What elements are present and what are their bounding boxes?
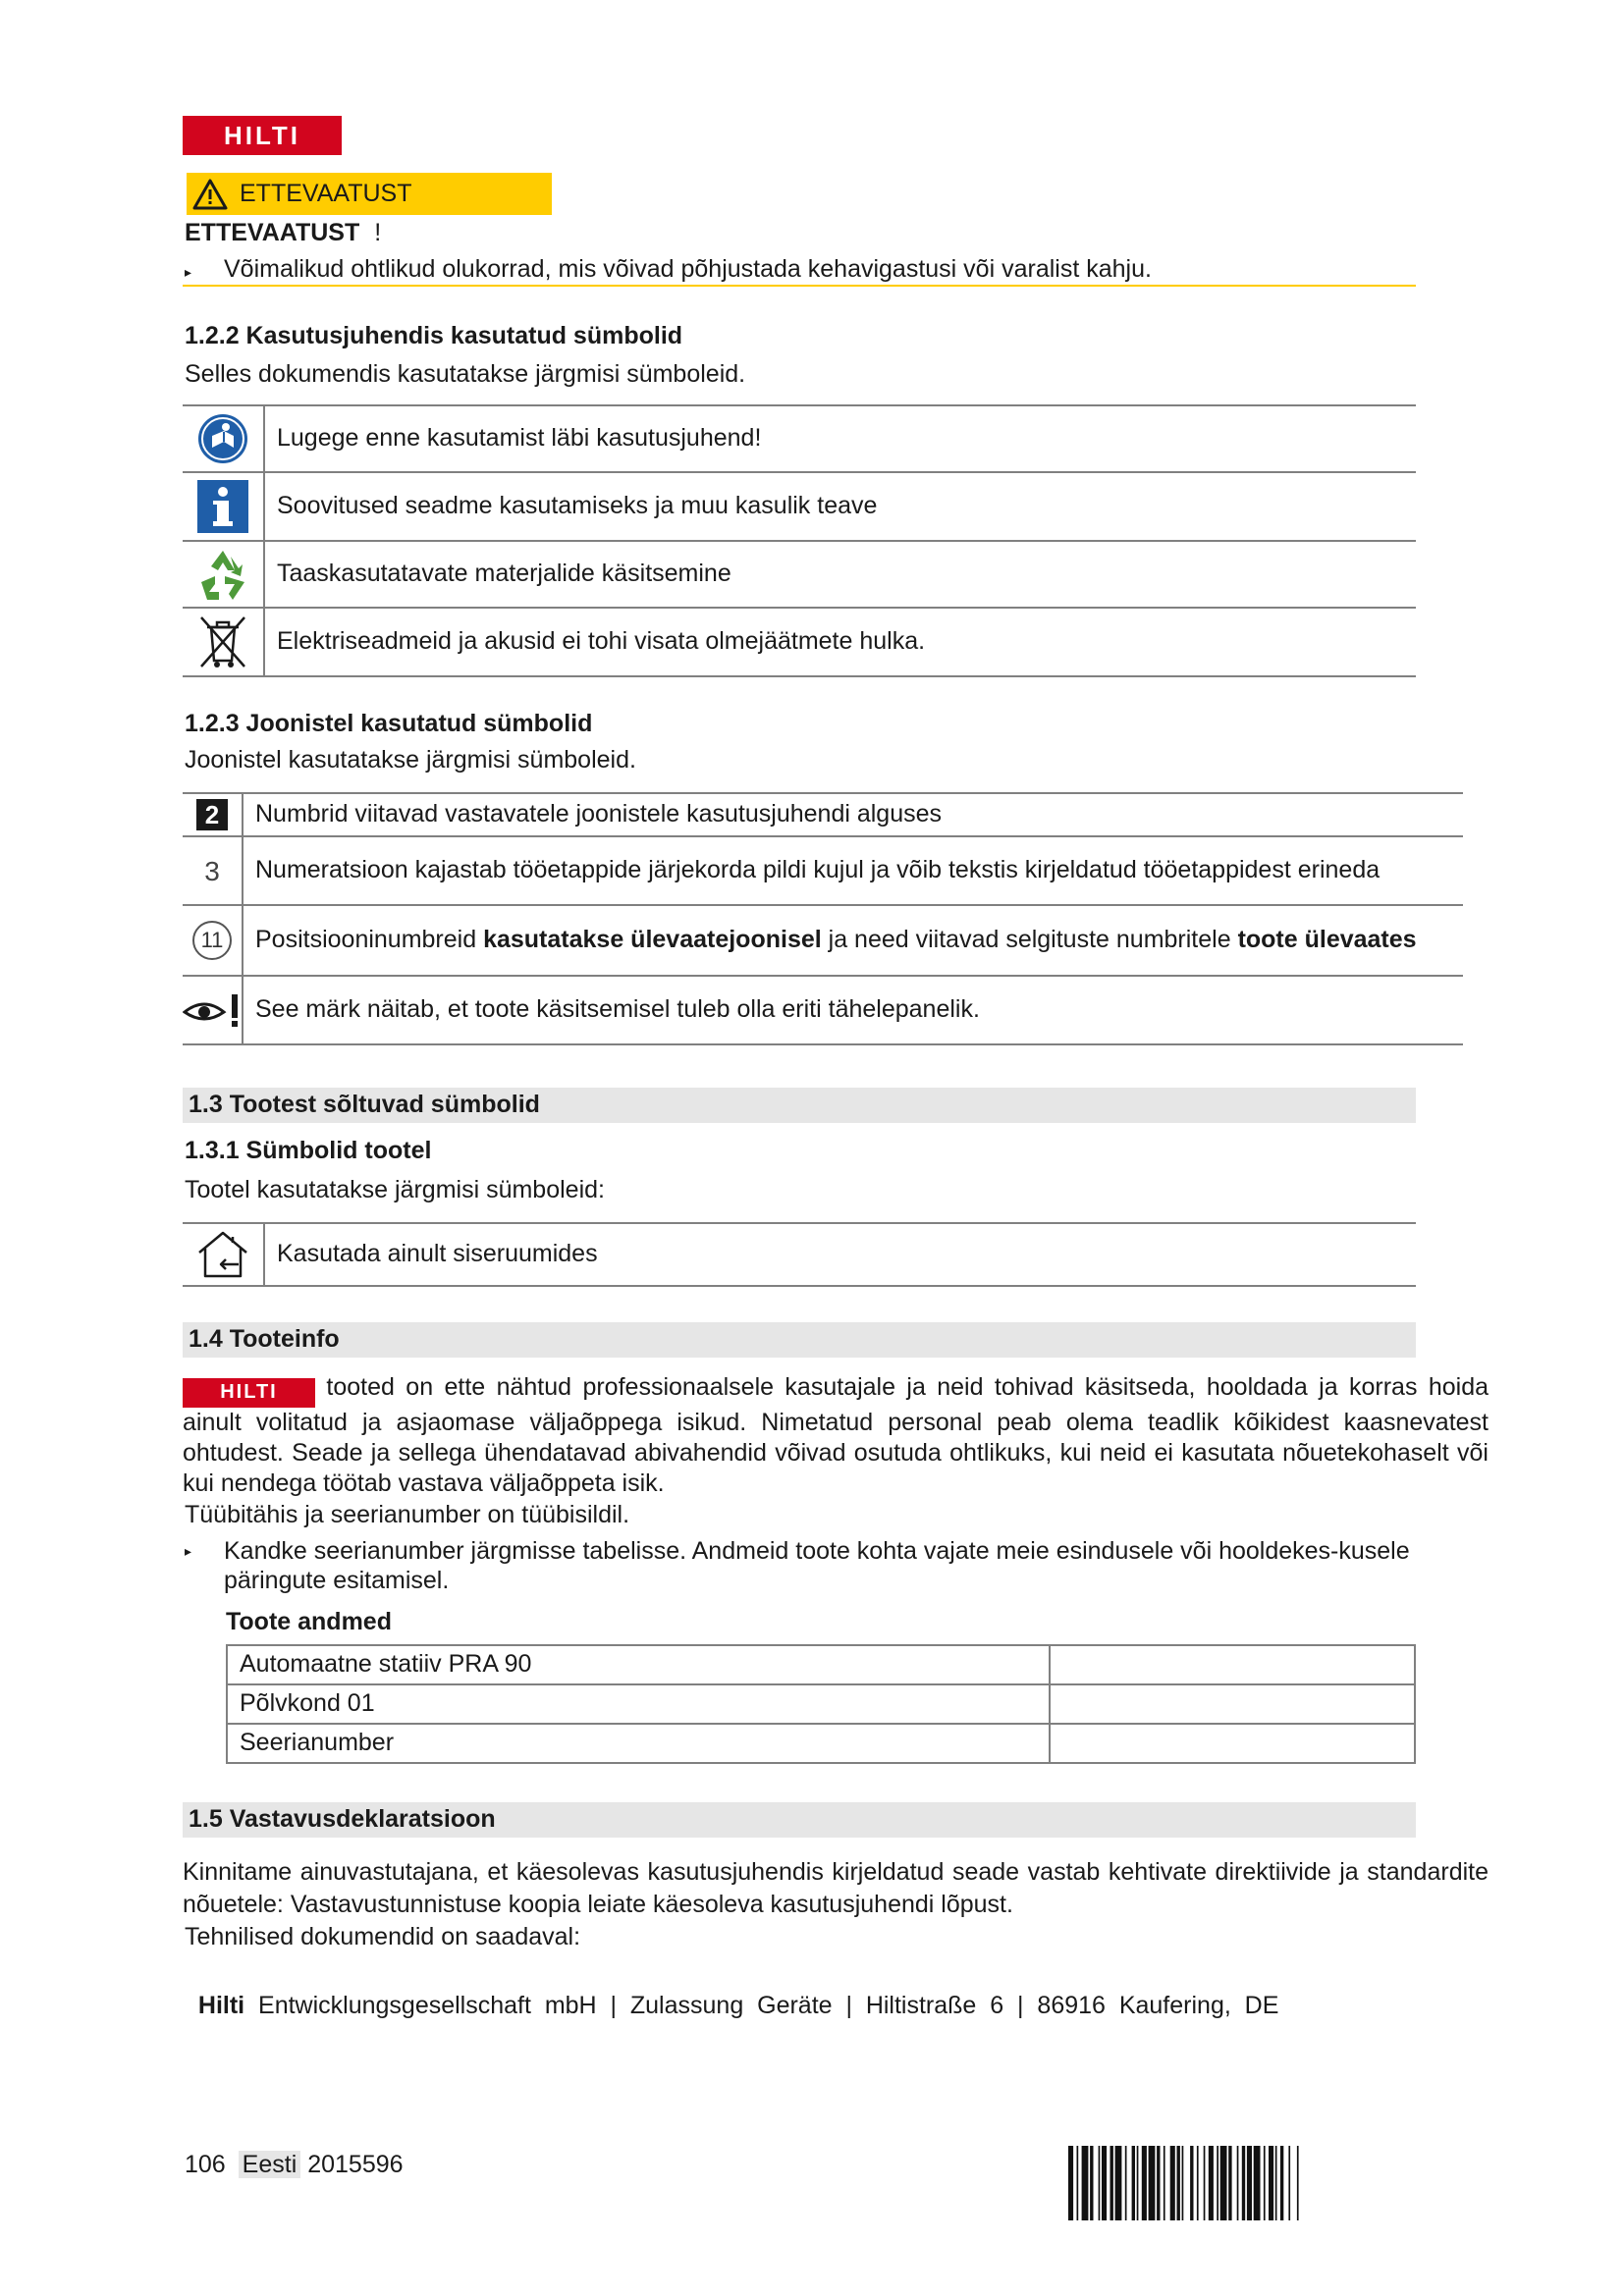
table-row bbox=[183, 472, 1416, 541]
table-cell: Numbrid viitavad vastavatele joonistele kasutusjuhendi alguses bbox=[243, 793, 1463, 836]
warning-label: ETTEVAATUST bbox=[240, 179, 412, 207]
table-row bbox=[227, 1724, 1415, 1763]
product-info-paragraph: HILTI tooted on ette nähtud professionaalsele kasutajale ja neid tohivad käsitseda, hooldada ja korras hoida ainult volitatud ja asjaomase väljaõppega isikud. Nimetatud personal peab olema teadlik kõikidest kaasnevatest ohtudest. Seade ja sellega ühendatavad abivahendid võivad osutuda ohtlikuks, kui neid ei kasutata nõuetekohaselt või kui nendega töötab vastava väljaõppeta isik. bbox=[183, 1373, 1489, 1497]
barcode-bar bbox=[1242, 2146, 1245, 2220]
barcode-bar bbox=[1228, 2146, 1231, 2220]
technical-docs-line: Tehnilised dokumendid on saadaval: bbox=[185, 1923, 581, 1950]
warning-divider bbox=[183, 285, 1416, 287]
info-icon bbox=[197, 480, 248, 533]
barcode-bar bbox=[1132, 2146, 1135, 2220]
table-row bbox=[183, 905, 1463, 976]
table-cell: Kasutada ainult siseruumides bbox=[264, 1223, 1416, 1286]
barcode-bar bbox=[1149, 2146, 1156, 2220]
barcode-bar bbox=[1157, 2146, 1160, 2220]
section-heading-1-2-3: 1.2.3 Joonistel kasutatud sümbolid bbox=[185, 710, 593, 737]
barcode-bar bbox=[1197, 2146, 1199, 2220]
table-row bbox=[183, 608, 1416, 676]
section-heading-1-3: 1.3 Tootest sõltuvad sümbolid bbox=[183, 1088, 1416, 1123]
manufacturer-address: Hilti Entwicklungsgesellschaft mbH | Zulassung Geräte | Hiltistraße 6 | 86916 Kaufering, DE bbox=[197, 1992, 1279, 2020]
type-plate-note: Tüübitähis ja seerianumber on tüübisildil. bbox=[185, 1501, 630, 1528]
table-cell-value[interactable] bbox=[1050, 1684, 1415, 1724]
barcode-bar bbox=[1254, 2146, 1261, 2220]
position-number-symbol: 11 bbox=[192, 921, 232, 960]
barcode-bar bbox=[1110, 2146, 1113, 2220]
barcode-bar bbox=[1142, 2146, 1147, 2220]
barcode-bar bbox=[1082, 2146, 1089, 2220]
barcode-bar bbox=[1297, 2146, 1299, 2220]
section-intro-1-3-1: Tootel kasutatakse järgmisi sümboleid: bbox=[185, 1176, 605, 1203]
barcode-bar bbox=[1099, 2146, 1101, 2220]
barcode-bar bbox=[1275, 2146, 1277, 2220]
table-cell-value[interactable] bbox=[1050, 1645, 1415, 1684]
document-number: 2015596 bbox=[307, 2151, 404, 2178]
eye-attention-icon bbox=[183, 990, 242, 1030]
table-row bbox=[183, 1223, 1416, 1286]
barcode-bar bbox=[1164, 2146, 1165, 2220]
recycle-icon bbox=[195, 547, 250, 602]
barcode-bar bbox=[1068, 2146, 1073, 2220]
section-heading-1-2-2: 1.2.2 Kasutusjuhendis kasutatud sümbolid bbox=[185, 322, 683, 349]
table-cell: Elektriseadmeid ja akusid ei tohi visata olmejäätmete hulka. bbox=[264, 608, 1416, 676]
weee-bin-icon bbox=[197, 614, 248, 670]
barcode-bar bbox=[1170, 2146, 1175, 2220]
table-cell-value[interactable] bbox=[1050, 1724, 1415, 1763]
barcode-bar bbox=[1177, 2146, 1180, 2220]
barcode-bar bbox=[1204, 2146, 1206, 2220]
barcode-bar bbox=[1182, 2146, 1184, 2220]
section-heading-1-4: 1.4 Tooteinfo bbox=[183, 1322, 1416, 1358]
table-row bbox=[183, 836, 1463, 905]
barcode-bar bbox=[1102, 2146, 1107, 2220]
barcode-bar bbox=[1220, 2146, 1227, 2220]
language-label: Eesti bbox=[239, 2151, 301, 2178]
indoor-house-icon bbox=[195, 1229, 250, 1280]
warning-triangle-icon bbox=[192, 179, 228, 210]
figure-number-symbol: 2 bbox=[196, 799, 228, 830]
barcode-bar bbox=[1115, 2146, 1122, 2220]
table-row bbox=[183, 793, 1463, 836]
step-number-symbol: 3 bbox=[204, 855, 220, 886]
product-symbols-table bbox=[183, 1222, 1416, 1287]
barcode-bar bbox=[1288, 2146, 1290, 2220]
barcode-bar bbox=[1090, 2146, 1093, 2220]
table-cell: Taaskasutatavate materjalide käsitsemine bbox=[264, 541, 1416, 608]
drawing-symbols-table bbox=[183, 792, 1463, 1045]
table-row bbox=[227, 1645, 1415, 1684]
page-number: 106 bbox=[185, 2151, 226, 2178]
page-footer bbox=[185, 2150, 404, 2180]
table-cell-label: Automaatne statiiv PRA 90 bbox=[227, 1645, 1050, 1684]
product-data-table bbox=[226, 1644, 1416, 1764]
barcode-bar bbox=[1269, 2146, 1273, 2220]
barcode-bar bbox=[1280, 2146, 1283, 2220]
barcode-image bbox=[1068, 2146, 1407, 2220]
table-row bbox=[183, 405, 1416, 472]
barcode-bar bbox=[1209, 2146, 1214, 2220]
hilti-logo-inline: HILTI bbox=[183, 1378, 315, 1408]
table-cell: Soovitused seadme kasutamiseks ja muu kasulik teave bbox=[264, 472, 1416, 541]
conformity-paragraph: Kinnitame ainuvastutajana, et käesolevas kasutusjuhendis kirjeldatud seade vastab kehtivate direktiivide ja standardite nõuetele: Vastavustunnistuse koopia leiate käesoleva kasutusjuhendi lõpust. bbox=[183, 1858, 1489, 1918]
barcode-bar bbox=[1137, 2146, 1139, 2220]
barcode-bar bbox=[1247, 2146, 1252, 2220]
warning-label-bar bbox=[187, 173, 552, 215]
barcode-bar bbox=[1077, 2146, 1079, 2220]
read-manual-icon bbox=[196, 412, 249, 465]
table-row bbox=[227, 1684, 1415, 1724]
table-row bbox=[183, 976, 1463, 1044]
barcode-bar bbox=[1237, 2146, 1239, 2220]
hilti-logo: HILTI bbox=[183, 116, 342, 155]
warning-bullet: ▸ Võimalikud ohtlikud olukorrad, mis võivad põhjustada kehavigastusi või varalist kahju. bbox=[185, 255, 1152, 283]
barcode-bar bbox=[1125, 2146, 1127, 2220]
table-cell: Lugege enne kasutamist läbi kasutusjuhend! bbox=[264, 405, 1416, 472]
table-cell: Numeratsioon kajastab tööetappide järjekorda pildi kujul ja võib tekstis kirjeldatud tööetappidest erineda bbox=[243, 836, 1463, 905]
serial-number-bullet: ▸ Kandke seerianumber järgmisse tabelisse. Andmeid toote kohta vajate meie esindusele või hooldekes-kusele päringute esitamisel. bbox=[185, 1537, 1410, 1594]
section-heading-1-5: 1.5 Vastavusdeklaratsioon bbox=[183, 1802, 1416, 1838]
table-cell: See märk näitab, et toote käsitsemisel tuleb olla eriti tähelepanelik. bbox=[243, 976, 1463, 1044]
product-data-title: Toote andmed bbox=[226, 1608, 392, 1635]
barcode-bar bbox=[1264, 2146, 1266, 2220]
manual-symbols-table bbox=[183, 404, 1416, 677]
warning-title: ETTEVAATUST ! bbox=[185, 219, 382, 246]
table-cell-label: Põlvkond 01 bbox=[227, 1684, 1050, 1724]
table-cell: Positsiooninumbreid kasutatakse ülevaatejoonisel ja need viitavad selgituste numbritele toote ülevaates bbox=[243, 905, 1463, 976]
table-row bbox=[183, 541, 1416, 608]
section-intro-1-2-2: Selles dokumendis kasutatakse järgmisi sümboleid. bbox=[185, 360, 746, 388]
section-intro-1-2-3: Joonistel kasutatakse järgmisi sümboleid. bbox=[185, 746, 636, 774]
section-heading-1-3-1: 1.3.1 Sümbolid tootel bbox=[185, 1137, 432, 1164]
barcode-bar bbox=[1217, 2146, 1218, 2220]
table-cell-label: Seerianumber bbox=[227, 1724, 1050, 1763]
barcode-bar bbox=[1190, 2146, 1193, 2220]
